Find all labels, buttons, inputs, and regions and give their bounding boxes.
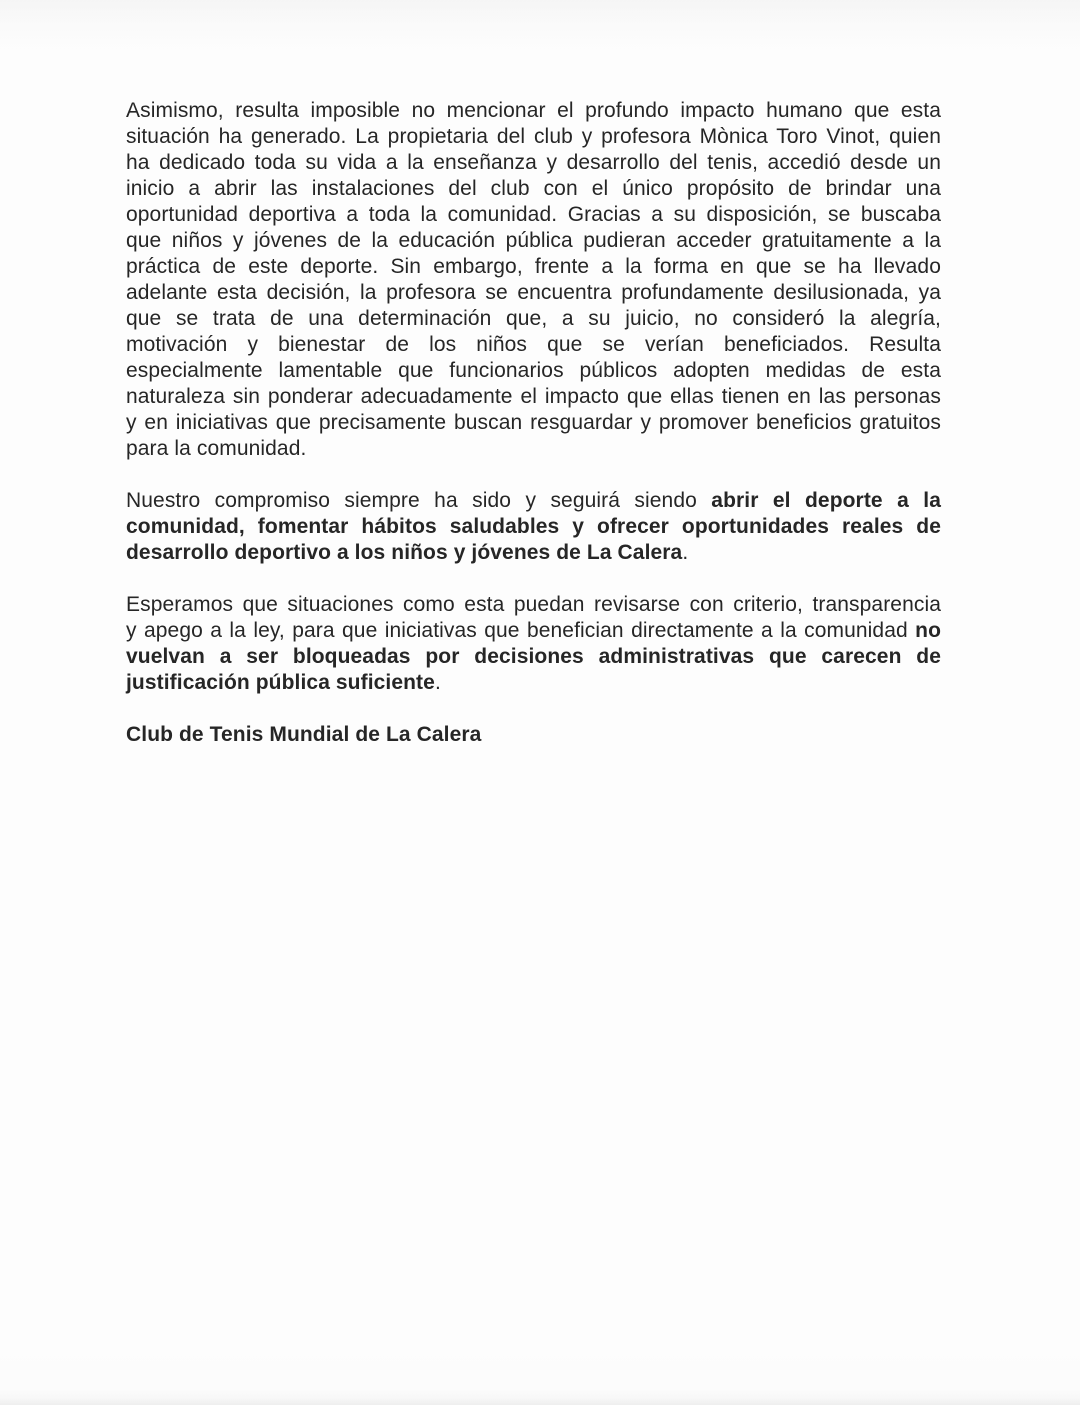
text-line [126, 358, 941, 384]
text-line [126, 176, 941, 202]
text-segment: naturaleza sin ponderar adecuadamente el impacto que ellas tienen en las personas [126, 385, 941, 408]
text-line [126, 592, 941, 618]
text-segment: motivación y bienestar de los niños que se verían beneficiados. Resulta [126, 333, 941, 356]
scan-shadow-bottom [0, 1389, 1080, 1405]
paragraph-expectation [126, 592, 941, 696]
text-line [126, 306, 941, 332]
text-line [126, 514, 941, 540]
text-line [126, 150, 941, 176]
text-segment: Esperamos que situaciones como esta puedan revisarse con criterio, transparencia [126, 593, 941, 616]
text-line [126, 540, 941, 566]
text-segment: situación ha generado. La propietaria del club y profesora Mònica Toro Vinot, quien [126, 125, 941, 148]
text-line [126, 228, 941, 254]
text-line [126, 618, 941, 644]
bold-text-segment: vuelvan a ser bloqueadas por decisiones administrativas que carecen de [126, 645, 941, 668]
bold-text-segment: comunidad, fomentar hábitos saludables y ofrecer oportunidades reales de [126, 515, 941, 538]
document-body [126, 98, 941, 748]
scan-shadow-top [0, 0, 1080, 48]
text-line [126, 332, 941, 358]
text-segment: oportunidad deportiva a toda la comunidad. Gracias a su disposición, se buscaba [126, 203, 941, 226]
text-segment: y apego a la ley, para que iniciativas que benefician directamente a la comunidad [126, 619, 916, 642]
text-segment: que se trata de una determinación que, a su juicio, no consideró la alegría, [126, 307, 941, 330]
bold-text-segment: no [915, 619, 941, 642]
text-line [126, 436, 941, 462]
text-line [126, 98, 941, 124]
text-segment: ha dedicado toda su vida a la enseñanza y desarrollo del tenis, accedió desde un [126, 151, 941, 174]
bold-text-segment: desarrollo deportivo a los niños y jóvenes de La Calera [126, 541, 683, 564]
text-line [126, 124, 941, 150]
paragraph-impact [126, 98, 941, 462]
text-line [126, 384, 941, 410]
text-segment: para la comunidad. [126, 437, 307, 460]
bold-text-segment: abrir el deporte a la [711, 489, 941, 512]
text-segment: Asimismo, resulta imposible no mencionar el profundo impacto humano que esta [126, 99, 941, 122]
text-segment: adelante esta decisión, la profesora se encuentra profundamente desilusionada, ya [126, 281, 941, 304]
text-segment: . [434, 671, 441, 694]
text-line [126, 644, 941, 670]
text-segment: . [682, 541, 689, 564]
text-segment: que niños y jóvenes de la educación pública pudieran acceder gratuitamente a la [126, 229, 941, 252]
text-segment: Nuestro compromiso siempre ha sido y seguirá siendo [126, 489, 712, 512]
bold-text-segment: justificación pública suficiente [126, 671, 435, 694]
text-segment: y en iniciativas que precisamente buscan resguardar y promover beneficios gratuitos [126, 411, 941, 434]
text-segment: inicio a abrir las instalaciones del club con el único propósito de brindar una [126, 177, 941, 200]
text-segment: práctica de este deporte. Sin embargo, frente a la forma en que se ha llevado [126, 255, 941, 278]
text-line [126, 488, 941, 514]
signature-line: Club de Tenis Mundial de La Calera [126, 723, 482, 746]
text-line [126, 670, 941, 696]
text-segment: especialmente lamentable que funcionarios públicos adopten medidas de esta [126, 359, 941, 382]
text-line [126, 280, 941, 306]
text-line [126, 254, 941, 280]
text-line [126, 202, 941, 228]
paragraph-commitment [126, 488, 941, 566]
text-line [126, 410, 941, 436]
